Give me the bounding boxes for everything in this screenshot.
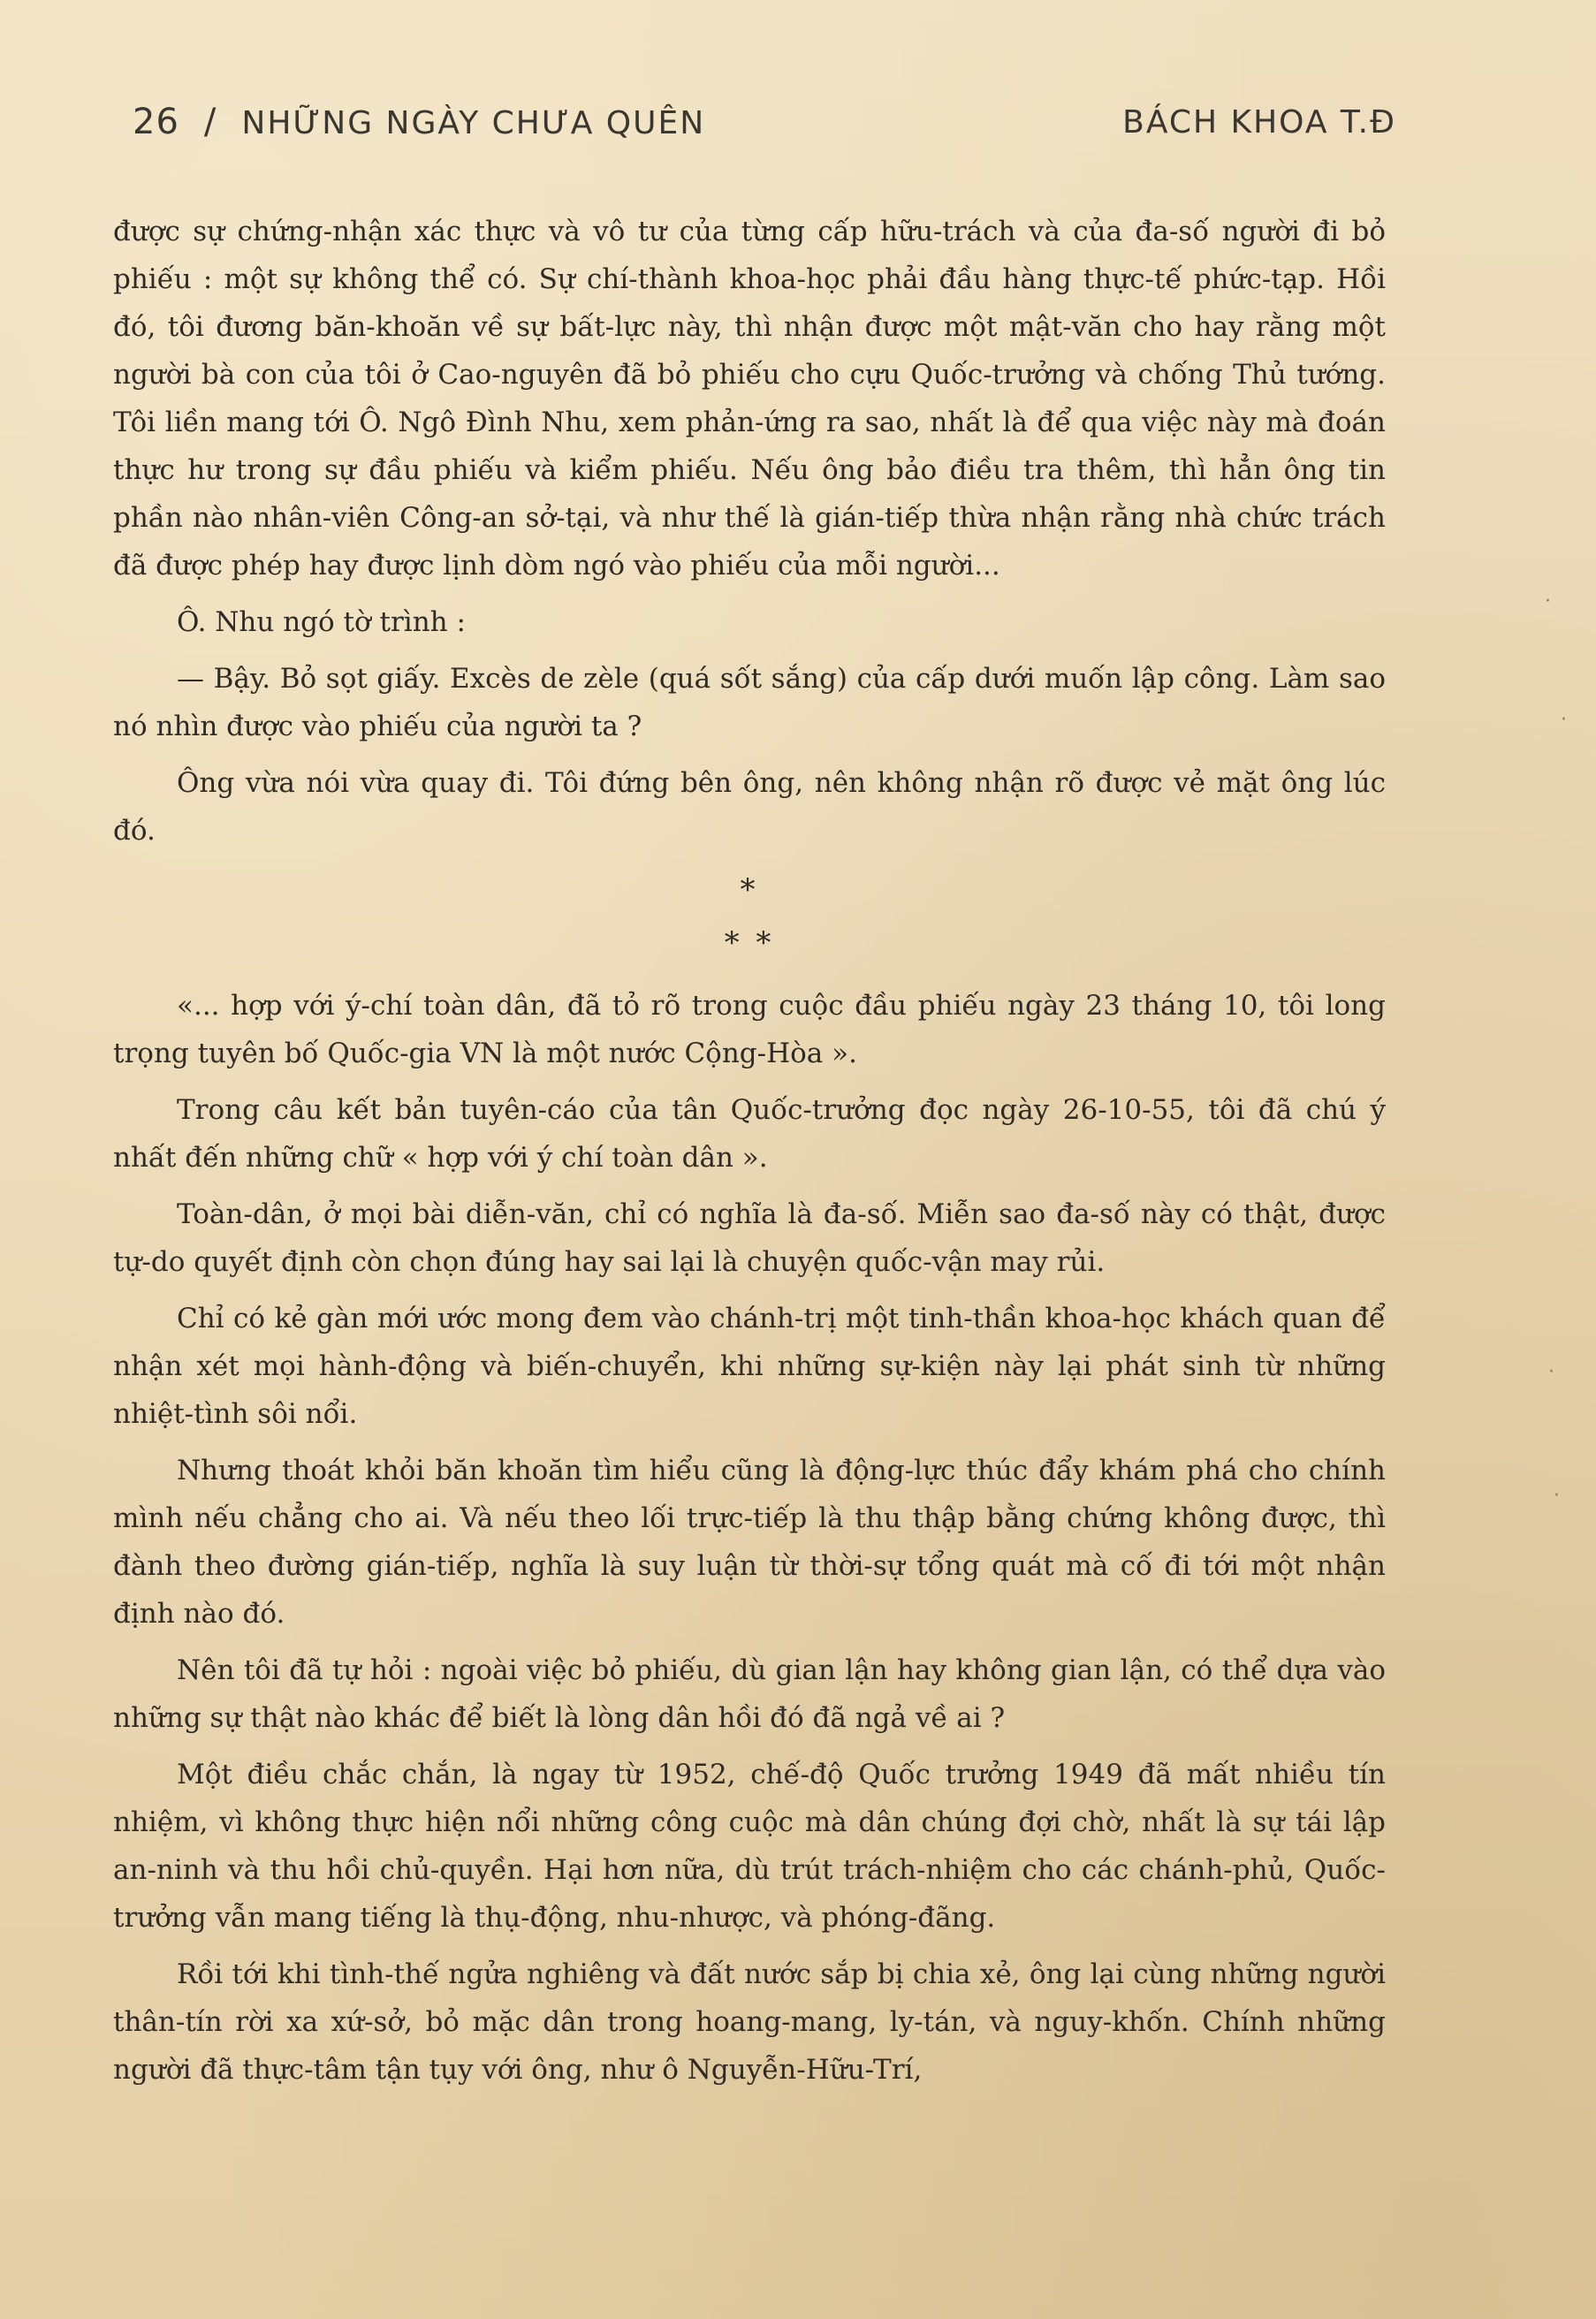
paragraph-11: Một điều chắc chắn, là ngay từ 1952, chế-độ Quốc trưởng 1949 đã mất nhiều tín nhiệm, vì không thực hiện nổi những công cuộc mà dân chúng đợi chờ, nhất là sự tái lập an-ninh và thu hồi chủ-quyền. Hại hơn nữa, dù trút trách-nhiệm cho các chánh-phủ, Quốc-trưởng vẫn mang tiếng là thụ-động, nhu-nhược, và phóng-đãng. [113, 1759, 1386, 1934]
paragraph-8: Chỉ có kẻ gàn mới ước mong đem vào chánh-trị một tinh-thần khoa-học khách quan để nhận xét mọi hành-động và biến-chuyển, khi những sự-kiện này lại phát sinh từ những nhiệt-tình sôi nổi. [113, 1303, 1386, 1430]
margin-speck: · [1554, 1485, 1560, 1507]
header-separator: / [203, 102, 217, 142]
paragraph-6: Trong câu kết bản tuyên-cáo của tân Quốc-trưởng đọc ngày 26-10-55, tôi đã chú ý nhất đến những chữ « hợp với ý chí toàn dân ». [113, 1094, 1386, 1174]
page-header [133, 95, 1396, 148]
paragraph-4: Ông vừa nói vừa quay đi. Tôi đứng bên ông, nên không nhận rõ được vẻ mặt ông lúc đó. [113, 767, 1386, 847]
running-title: NHỮNG NGÀY CHƯA QUÊN [241, 105, 706, 141]
paragraph-3: — Bậy. Bỏ sọt giấy. Excès de zèle (quá sốt sắng) của cấp dưới muốn lập công. Làm sao nó nhìn được vào phiếu của người ta ? [113, 663, 1386, 742]
margin-speck: · [1548, 1361, 1554, 1383]
paragraph-9: Nhưng thoát khỏi băn khoăn tìm hiểu cũng là động-lực thúc đẩy khám phá cho chính mình nếu chẳng cho ai. Và nếu theo lối trực-tiếp là thu thập bằng chứng không được, thì đành theo đường gián-tiếp, nghĩa là suy luận từ thời-sự tổng quát mà cố đi tới một nhận định nào đó. [113, 1455, 1386, 1630]
header-left [133, 102, 705, 142]
paragraph-12: Rồi tới khi tình-thế ngửa nghiêng và đất nước sắp bị chia xẻ, ông lại cùng những người thân-tín rời xa xứ-sở, bỏ mặc dân trong hoang-mang, ly-tán, và nguy-khốn. Chính những người đã thực-tâm tận tụy với ông, như ô Nguyễn-Hữu-Trí, [113, 1958, 1386, 2086]
running-title-right: BÁCH KHOA T.Đ [1122, 103, 1396, 141]
paragraph-7: Toàn-dân, ở mọi bài diễn-văn, chỉ có nghĩa là đa-số. Miễn sao đa-số này có thật, được tự-do quyết định còn chọn đúng hay sai lại là chuyện quốc-vận may rủi. [113, 1198, 1386, 1278]
article-body [113, 208, 1386, 2102]
section-break-asterisks: * * * [724, 872, 775, 961]
page-number: 26 [133, 102, 179, 142]
margin-speck: · [1561, 709, 1567, 731]
paragraph-2: Ô. Nhu ngó tờ trình : [177, 606, 466, 638]
margin-speck: · [1545, 590, 1551, 612]
paragraph-1: được sự chứng-nhận xác thực và vô tư của từng cấp hữu-trách và của đa-số người đi bỏ phiếu : một sự không thể có. Sự chí-thành khoa-học phải đầu hàng thực-tế phức-tạp. Hồi đó, tôi đương băn-khoăn về sự bất-lực này, thì nhận được một mật-văn cho hay rằng một người bà con của tôi ở Cao-nguyên đã bỏ phiếu cho cựu Quốc-trưởng và chống Thủ tướng. Tôi liền mang tới Ô. Ngô Đình Nhu, xem phản-ứng ra sao, nhất là để qua việc này mà đoán thực hư trong sự đầu phiếu và kiểm phiếu. Nếu ông bảo điều tra thêm, thì hẳn ông tin phần nào nhân-viên Công-an sở-tại, và như thế là gián-tiếp thừa nhận rằng nhà chức trách đã được phép hay được lịnh dòm ngó vào phiếu của mỗi người... [113, 216, 1386, 582]
paragraph-quote: «... hợp với ý-chí toàn dân, đã tỏ rõ trong cuộc đầu phiếu ngày 23 tháng 10, tôi long trọng tuyên bố Quốc-gia VN là một nước Cộng-Hòa ». [113, 990, 1386, 1069]
paragraph-10: Nên tôi đã tự hỏi : ngoài việc bỏ phiếu, dù gian lận hay không gian lận, có thể dựa vào những sự thật nào khác để biết là lòng dân hồi đó đã ngả về ai ? [113, 1654, 1386, 1734]
